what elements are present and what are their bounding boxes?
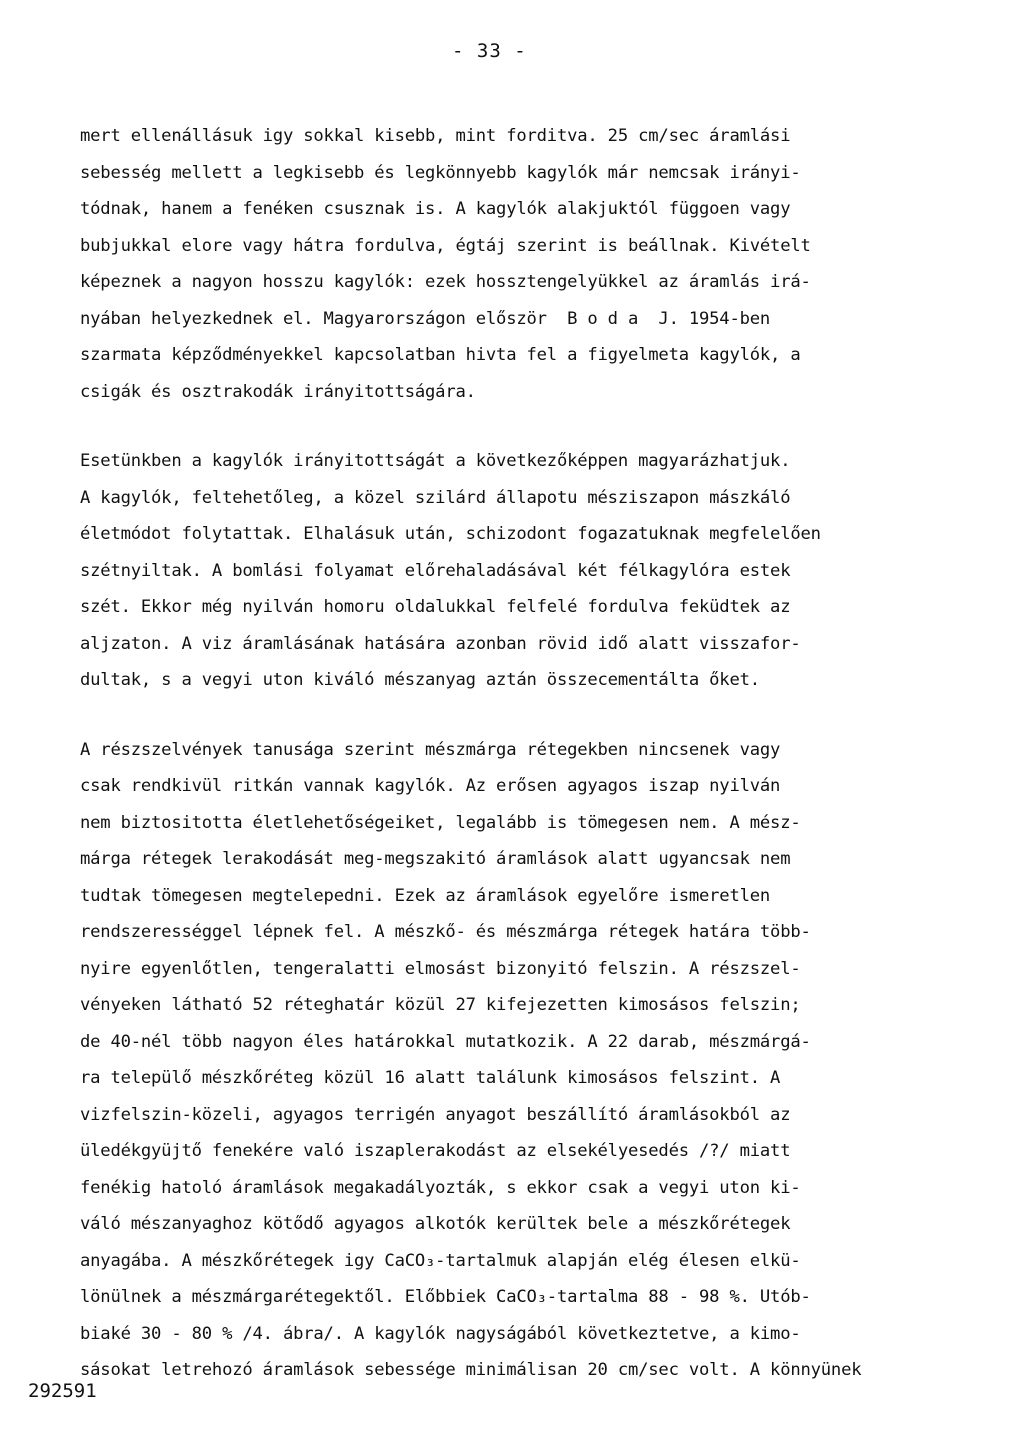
text-line: A kagylók, feltehetőleg, a közel szilárd állapotu mésziszapon mászkáló [80,487,791,508]
paragraph-3 [80,732,995,1389]
text-line: A részszelvények tanusága szerint mészmárga rétegekben nincsenek vagy [80,739,781,760]
paragraph-2 [80,443,995,699]
text-line: márga rétegek lerakodását meg-megszakitó áramlások alatt ugyancsak nem [80,849,791,869]
page-number: - 33 - [452,40,527,62]
text-line: életmódot folytattak. Elhalásuk után, schizodont fogazatuknak megfelelően [80,524,821,544]
text-line: de 40-nél több nagyon éles határokkal mutatkozik. A 22 darab, mészmárgá- [80,1031,811,1052]
text-line: tódnak, hanem a fenéken csusznak is. A kagylók alakjuktól függoen vagy [80,199,791,219]
text-line: vizfelszin-közeli, agyagos terrigén anyagot beszállító áramlásokból az [80,1104,791,1125]
text-line: vényeken látható 52 réteghatár közül 27 kifejezetten kimosásos felszin; [80,995,801,1015]
text-line: biaké 30 - 80 % /4. ábra/. A kagylók nagyságából következtetve, a kimo- [80,1323,801,1344]
text-line: rendszerességgel lépnek fel. A mészkő- és mészmárga rétegek határa több- [80,922,811,942]
text-line: szét. Ekkor még nyilván homoru oldalukkal felfelé fordulva feküdtek az [80,597,791,617]
text-line: csigák és osztrakodák irányitottságára. [80,381,476,402]
text-line: mert ellenállásuk igy sokkal kisebb, mint forditva. 25 cm/sec áramlási [80,126,791,146]
text-line: aljzaton. A viz áramlásának hatására azonban rövid idő alatt visszafor- [80,633,801,654]
text-line: fenékig hatoló áramlások megakadályozták, s ekkor csak a vegyi uton ki- [80,1177,801,1198]
text-line: anyagába. A mészkőrétegek igy CaCO₃-tartalmuk alapján elég élesen elkü- [80,1250,801,1271]
archive-id: 292591 [28,1380,97,1402]
text-line: Esetünkben a kagylók irányitottságát a következőképpen magyarázhatjuk. [80,451,791,471]
text-line: képeznek a nagyon hosszu kagylók: ezek hossztengelyükkel az áramlás irá- [80,272,811,292]
body-text [80,118,995,1422]
text-line: tudtak tömegesen megtelepedni. Ezek az áramlások egyelőre ismeretlen [80,885,771,906]
text-line: bubjukkal elore vagy hátra fordulva, égtáj szerint is beállnak. Kivételt [80,235,811,256]
text-line: lönülnek a mészmárgarétegektől. Előbbiek CaCO₃-tartalma 88 - 98 %. Utób- [80,1287,811,1307]
text-line: nyire egyenlőtlen, tengeralatti elmosást bizonyitó felszin. A részszel- [80,958,801,979]
text-line: nyában helyezkednek el. Magyarországon először B o d a J. 1954-ben [80,308,771,329]
text-line: sebesség mellett a legkisebb és legkönnyebb kagylók már nemcsak irányi- [80,162,801,183]
paragraph-1 [80,118,995,410]
text-line: szétnyiltak. A bomlási folyamat előrehaladásával két félkagylóra estek [80,560,791,581]
text-line: nem biztositotta életlehetőségeiket, legalább is tömegesen nem. A mész- [80,812,801,833]
text-line: ra települő mészkőréteg közül 16 alatt találunk kimosásos felszint. A [80,1068,781,1088]
text-line: sásokat letrehozó áramlások sebessége minimálisan 20 cm/sec volt. A könnyünek [80,1360,862,1380]
text-line: váló mészanyaghoz kötődő agyagos alkotók kerültek bele a mészkőrétegek [80,1214,791,1234]
text-line: szarmata képződményekkel kapcsolatban hivta fel a figyelmeta kagylók, a [80,345,801,365]
text-line: csak rendkivül ritkán vannak kagylók. Az erősen agyagos iszap nyilván [80,776,781,796]
text-line: dultak, s a vegyi uton kiváló mészanyag aztán összecementálta őket. [80,670,760,690]
text-line: üledékgyüjtő fenekére való iszaplerakodást az elsekélyesedés /?/ miatt [80,1141,791,1161]
